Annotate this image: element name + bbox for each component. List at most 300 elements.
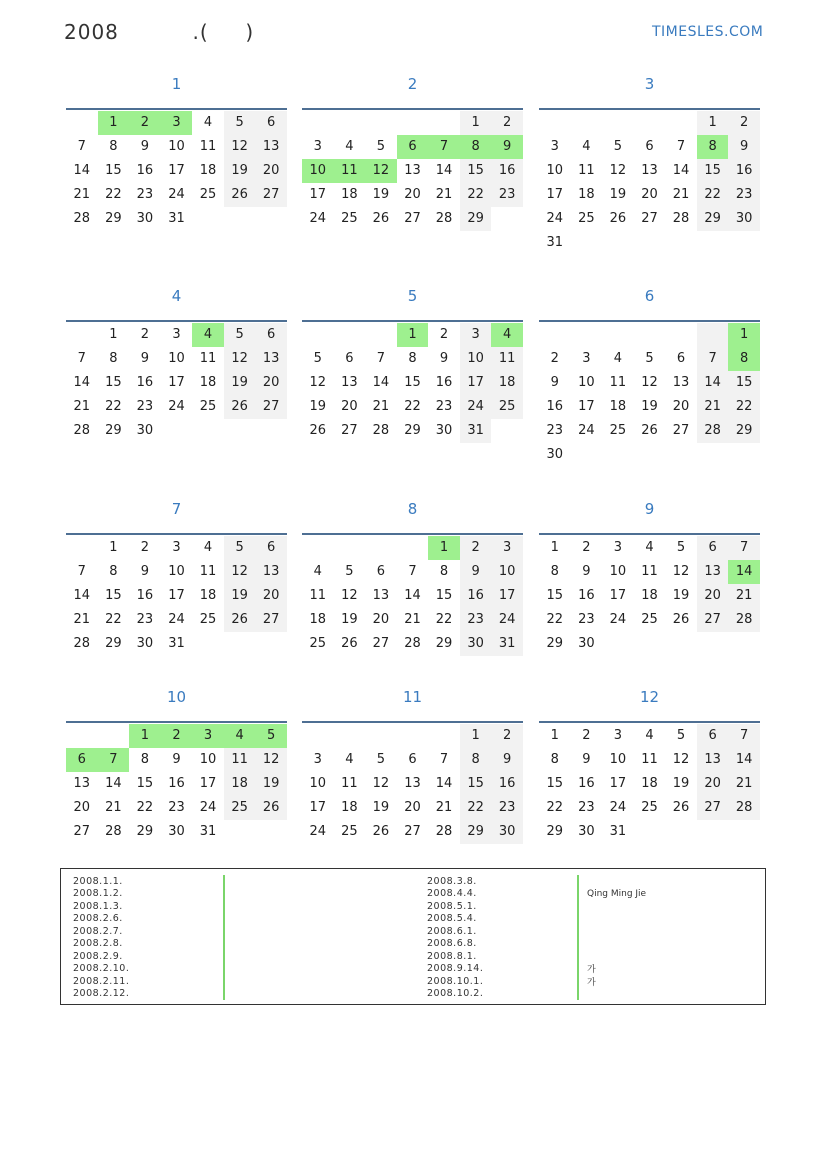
day-cell: 3 <box>550 139 559 154</box>
day-cell: 30 <box>578 824 595 839</box>
empty-cell <box>602 632 634 656</box>
holiday-row <box>73 988 233 1001</box>
day-cell: 10 <box>168 351 185 366</box>
holiday-row <box>427 900 646 913</box>
day-cell: 24 <box>168 187 185 202</box>
day-cell: 5 <box>645 351 654 366</box>
day-cell: 27 <box>255 395 287 419</box>
day-cell: 21 <box>372 399 390 414</box>
holiday-row <box>73 913 233 926</box>
month-rule <box>539 108 760 110</box>
day-cell: 31 <box>609 824 627 839</box>
day-cell: 12 <box>672 564 690 579</box>
day-cell: 14 <box>435 163 453 178</box>
day-cell: 17 <box>609 588 627 603</box>
day-cell: 9 <box>728 135 760 159</box>
day-cell: 11 <box>199 139 217 154</box>
holiday-date: 2008.2.6. <box>73 913 123 925</box>
day-cell: 20 <box>372 612 390 627</box>
day-cell: 24 <box>609 800 627 815</box>
day-cell: 21 <box>435 187 453 202</box>
day-cell: 6 <box>645 139 654 154</box>
day-cell: 28 <box>404 636 421 651</box>
holiday-date: 2008.5.4. <box>427 913 477 925</box>
empty-cell <box>255 820 287 844</box>
empty-cell <box>634 231 666 255</box>
day-cell: 11 <box>641 752 658 767</box>
day-cell: 26 <box>224 395 256 419</box>
day-cell: 17 <box>546 187 564 202</box>
day-cell: 3 <box>613 728 623 743</box>
day-cell: 19 <box>609 187 627 202</box>
holiday-date: 2008.6.8. <box>427 938 477 950</box>
day-cell: 23 <box>136 612 154 627</box>
day-cell: 12 <box>224 347 256 371</box>
day-cell: 19 <box>224 159 256 183</box>
day-cell: 13 <box>404 776 421 791</box>
day-cell: 14 <box>672 163 690 178</box>
empty-cell <box>634 632 666 656</box>
day-cell: 12 <box>672 752 690 767</box>
day-cell: 16 <box>578 588 595 603</box>
day-cell: 8 <box>550 564 559 579</box>
month-title: 10 <box>166 688 187 706</box>
month-title: 8 <box>407 500 418 518</box>
site-link[interactable]: TIMESLES.COM <box>652 24 764 40</box>
month-rule <box>302 721 523 723</box>
holiday-list <box>60 868 766 1005</box>
day-cell: 30 <box>136 636 154 651</box>
month-title: 12 <box>639 688 660 706</box>
day-cell: 10 <box>546 163 564 178</box>
empty-cell <box>192 207 224 231</box>
holiday-row <box>73 925 233 938</box>
month-rule <box>302 320 523 322</box>
empty-cell <box>728 443 760 467</box>
day-cell: 13 <box>697 560 729 584</box>
day-cell: 20 <box>73 800 91 815</box>
month-rule <box>302 108 523 110</box>
day-cell: 28 <box>697 419 729 443</box>
day-cell: 16 <box>491 772 523 796</box>
day-cell: 8 <box>408 351 417 366</box>
day-cell: 20 <box>255 584 287 608</box>
day-cell: 19 <box>672 588 690 603</box>
day-cell: 2 <box>129 111 161 135</box>
day-cell: 24 <box>309 824 327 839</box>
month-6 <box>539 284 760 467</box>
day-cell: 30 <box>435 423 453 438</box>
month-rule <box>66 320 287 322</box>
day-cell: 26 <box>341 636 358 651</box>
day-grid <box>302 323 523 443</box>
day-cell: 3 <box>460 323 492 347</box>
day-cell: 11 <box>309 588 327 603</box>
day-cell: 30 <box>546 447 564 462</box>
day-cell: 30 <box>728 207 760 231</box>
empty-cell <box>571 323 603 347</box>
day-cell: 29 <box>105 211 122 226</box>
day-cell: 5 <box>224 111 256 135</box>
day-cell: 14 <box>372 375 390 390</box>
month-title: 4 <box>171 287 182 305</box>
day-cell: 23 <box>728 183 760 207</box>
day-cell: 2 <box>582 728 591 743</box>
day-cell: 17 <box>460 371 492 395</box>
day-cell: 6 <box>408 752 417 767</box>
day-cell: 10 <box>309 776 327 791</box>
day-cell: 31 <box>546 235 564 250</box>
day-cell: 23 <box>491 183 523 207</box>
day-cell: 14 <box>728 560 760 584</box>
day-cell: 30 <box>136 211 154 226</box>
day-cell: 5 <box>255 724 287 748</box>
day-cell: 8 <box>140 752 150 767</box>
day-cell: 3 <box>172 540 181 555</box>
empty-cell <box>98 724 130 748</box>
day-cell: 7 <box>77 351 86 366</box>
day-cell: 7 <box>439 752 449 767</box>
holiday-row <box>73 900 233 913</box>
day-cell: 11 <box>491 347 523 371</box>
month-rule <box>66 721 287 723</box>
day-cell: 25 <box>341 211 358 226</box>
day-cell: 11 <box>641 564 658 579</box>
day-cell: 28 <box>73 636 91 651</box>
day-cell: 4 <box>313 564 322 579</box>
day-cell: 13 <box>697 748 729 772</box>
day-cell: 7 <box>77 139 86 154</box>
day-cell: 16 <box>136 163 154 178</box>
day-cell: 23 <box>460 608 492 632</box>
empty-cell <box>66 536 98 560</box>
holiday-marker <box>223 925 225 938</box>
holiday-date: 2008.3.8. <box>427 875 477 887</box>
holiday-date: 2008.4.4. <box>427 888 477 900</box>
empty-cell <box>302 724 334 748</box>
day-cell: 23 <box>136 187 154 202</box>
day-cell: 20 <box>341 399 358 414</box>
day-cell: 4 <box>582 139 591 154</box>
holiday-date: 2008.9.14. <box>427 963 484 975</box>
holiday-row <box>427 875 646 888</box>
day-cell: 12 <box>365 159 397 183</box>
day-cell: 31 <box>168 636 185 651</box>
day-cell: 21 <box>435 800 453 815</box>
month-title: 6 <box>644 287 655 305</box>
day-cell: 28 <box>435 824 453 839</box>
day-cell: 10 <box>199 752 217 767</box>
day-cell: 17 <box>309 187 327 202</box>
empty-cell <box>161 419 193 443</box>
holiday-date: 2008.1.3. <box>73 900 123 912</box>
empty-cell <box>224 207 256 231</box>
empty-cell <box>255 207 287 231</box>
holiday-row <box>427 975 646 988</box>
day-cell: 30 <box>136 423 154 438</box>
day-cell: 24 <box>309 211 327 226</box>
day-cell: 25 <box>199 612 217 627</box>
month-2 <box>302 72 523 231</box>
day-cell: 26 <box>672 800 690 815</box>
day-cell: 14 <box>105 776 122 791</box>
day-grid <box>539 323 760 467</box>
empty-cell <box>224 820 256 844</box>
day-cell: 8 <box>109 139 118 154</box>
day-cell: 21 <box>728 584 760 608</box>
holiday-row <box>427 913 646 926</box>
month-title: 9 <box>644 500 655 518</box>
empty-cell <box>697 820 729 844</box>
day-cell: 7 <box>98 748 130 772</box>
day-cell: 23 <box>578 800 595 815</box>
day-cell: 6 <box>376 564 386 579</box>
holiday-list-left <box>73 875 233 1000</box>
day-cell: 14 <box>697 371 729 395</box>
day-cell: 30 <box>491 820 523 844</box>
day-cell: 9 <box>491 748 523 772</box>
holiday-row <box>427 963 646 976</box>
day-cell: 23 <box>136 399 154 414</box>
day-cell: 28 <box>105 824 122 839</box>
day-cell: 5 <box>376 139 386 154</box>
empty-cell <box>192 419 224 443</box>
day-grid <box>539 724 760 844</box>
day-cell: 20 <box>255 159 287 183</box>
day-cell: 14 <box>728 748 760 772</box>
day-cell: 26 <box>609 211 627 226</box>
day-cell: 19 <box>224 584 256 608</box>
month-title: 11 <box>402 688 423 706</box>
day-cell: 6 <box>66 748 98 772</box>
holiday-date: 2008.1.1. <box>73 875 123 887</box>
day-cell: 4 <box>613 351 623 366</box>
day-cell: 31 <box>199 824 217 839</box>
day-cell: 13 <box>73 776 91 791</box>
day-cell: 8 <box>109 564 118 579</box>
day-cell: 20 <box>641 187 658 202</box>
holiday-date: 2008.2.12. <box>73 988 130 1000</box>
empty-cell <box>302 111 334 135</box>
day-cell: 27 <box>641 211 658 226</box>
empty-cell <box>255 632 287 656</box>
day-cell: 10 <box>168 139 185 154</box>
day-cell: 18 <box>224 772 256 796</box>
day-cell: 2 <box>550 351 559 366</box>
day-cell: 21 <box>697 395 729 419</box>
empty-cell <box>334 111 366 135</box>
day-cell: 3 <box>172 327 181 342</box>
day-cell: 27 <box>697 796 729 820</box>
empty-cell <box>571 231 603 255</box>
empty-cell <box>302 536 334 560</box>
holiday-date: 2008.2.8. <box>73 938 123 950</box>
day-cell: 30 <box>168 824 185 839</box>
day-cell: 17 <box>168 163 185 178</box>
day-cell: 5 <box>613 139 623 154</box>
day-cell: 5 <box>224 323 256 347</box>
day-cell: 4 <box>192 323 224 347</box>
empty-cell <box>665 231 697 255</box>
holiday-marker <box>577 888 579 901</box>
day-cell: 1 <box>109 327 118 342</box>
day-cell: 28 <box>672 211 690 226</box>
day-cell: 25 <box>309 636 327 651</box>
empty-cell <box>365 536 397 560</box>
day-cell: 3 <box>491 536 523 560</box>
day-cell: 3 <box>161 111 193 135</box>
day-cell: 16 <box>136 375 154 390</box>
day-cell: 11 <box>334 159 366 183</box>
day-cell: 8 <box>460 748 492 772</box>
month-title: 5 <box>407 287 418 305</box>
day-cell: 10 <box>578 375 595 390</box>
day-cell: 28 <box>372 423 390 438</box>
month-title: 7 <box>171 500 182 518</box>
day-grid <box>66 323 287 443</box>
day-cell: 11 <box>199 564 217 579</box>
day-cell: 4 <box>345 139 354 154</box>
day-cell: 22 <box>546 612 564 627</box>
day-cell: 22 <box>404 399 421 414</box>
day-cell: 28 <box>435 211 453 226</box>
month-3 <box>539 72 760 255</box>
day-cell: 28 <box>728 608 760 632</box>
holiday-date: 2008.1.2. <box>73 888 123 900</box>
day-grid <box>66 111 287 231</box>
day-cell: 24 <box>168 399 185 414</box>
day-cell: 17 <box>491 584 523 608</box>
holiday-marker <box>223 888 225 901</box>
day-cell: 8 <box>460 135 492 159</box>
day-cell: 28 <box>73 423 91 438</box>
month-rule <box>539 533 760 535</box>
day-cell: 19 <box>641 399 658 414</box>
day-cell: 5 <box>345 564 354 579</box>
holiday-date: 2008.2.10. <box>73 963 130 975</box>
day-cell: 1 <box>460 111 492 135</box>
day-cell: 7 <box>77 564 86 579</box>
day-cell: 1 <box>428 536 460 560</box>
day-cell: 14 <box>73 375 91 390</box>
day-cell: 13 <box>404 163 421 178</box>
day-cell: 6 <box>255 536 287 560</box>
day-cell: 29 <box>728 419 760 443</box>
empty-cell <box>539 323 571 347</box>
day-cell: 28 <box>73 211 91 226</box>
day-cell: 2 <box>582 540 591 555</box>
empty-cell <box>334 724 366 748</box>
empty-cell <box>728 820 760 844</box>
day-cell: 23 <box>546 423 564 438</box>
month-title: 1 <box>171 75 182 93</box>
day-cell: 12 <box>224 135 256 159</box>
holiday-date: 2008.10.1. <box>427 975 484 987</box>
day-cell: 26 <box>641 423 658 438</box>
empty-cell <box>697 231 729 255</box>
day-cell: 27 <box>73 824 91 839</box>
day-cell: 8 <box>109 351 118 366</box>
day-cell: 9 <box>140 564 150 579</box>
day-cell: 16 <box>491 159 523 183</box>
day-cell: 17 <box>309 800 327 815</box>
day-grid <box>302 111 523 231</box>
empty-cell <box>634 443 666 467</box>
empty-cell <box>665 820 697 844</box>
empty-cell <box>428 111 460 135</box>
day-cell: 8 <box>439 564 449 579</box>
day-cell: 14 <box>73 588 91 603</box>
day-cell: 16 <box>435 375 453 390</box>
empty-cell <box>224 632 256 656</box>
holiday-row <box>427 888 646 901</box>
day-cell: 18 <box>199 163 217 178</box>
day-cell: 23 <box>578 612 595 627</box>
month-rule <box>539 320 760 322</box>
day-cell: 23 <box>435 399 453 414</box>
empty-cell <box>365 111 397 135</box>
day-cell: 27 <box>404 211 421 226</box>
empty-cell <box>539 111 571 135</box>
day-cell: 9 <box>582 752 591 767</box>
day-cell: 16 <box>546 399 564 414</box>
month-12 <box>539 685 760 844</box>
day-cell: 2 <box>140 540 150 555</box>
day-cell: 19 <box>255 772 287 796</box>
day-cell: 6 <box>697 536 729 560</box>
empty-cell <box>365 323 397 347</box>
day-cell: 12 <box>255 748 287 772</box>
empty-cell <box>634 323 666 347</box>
day-cell: 12 <box>341 588 358 603</box>
day-cell: 3 <box>582 351 591 366</box>
day-cell: 12 <box>309 375 327 390</box>
empty-cell <box>397 111 429 135</box>
empty-cell <box>334 323 366 347</box>
day-cell: 1 <box>697 111 729 135</box>
day-cell: 2 <box>460 536 492 560</box>
day-cell: 9 <box>491 135 523 159</box>
day-cell: 8 <box>697 135 729 159</box>
day-cell: 6 <box>676 351 686 366</box>
day-cell: 20 <box>404 800 421 815</box>
day-cell: 16 <box>578 776 595 791</box>
holiday-marker <box>223 875 225 888</box>
day-cell: 14 <box>435 776 453 791</box>
empty-cell <box>491 207 523 231</box>
day-cell: 22 <box>105 612 122 627</box>
empty-cell <box>728 231 760 255</box>
day-cell: 19 <box>224 371 256 395</box>
day-cell: 3 <box>313 752 322 767</box>
day-cell: 17 <box>578 399 595 414</box>
day-cell: 18 <box>491 371 523 395</box>
month-title: 3 <box>644 75 655 93</box>
day-cell: 9 <box>460 560 492 584</box>
day-cell: 15 <box>404 375 421 390</box>
day-cell: 13 <box>641 163 658 178</box>
month-11 <box>302 685 523 844</box>
empty-cell <box>602 443 634 467</box>
holiday-marker <box>577 900 579 913</box>
holiday-list-right <box>427 875 646 1000</box>
holiday-marker <box>223 950 225 963</box>
holiday-row <box>73 888 233 901</box>
day-cell: 22 <box>136 800 154 815</box>
day-cell: 7 <box>676 139 686 154</box>
day-cell: 7 <box>728 724 760 748</box>
day-cell: 25 <box>341 824 358 839</box>
